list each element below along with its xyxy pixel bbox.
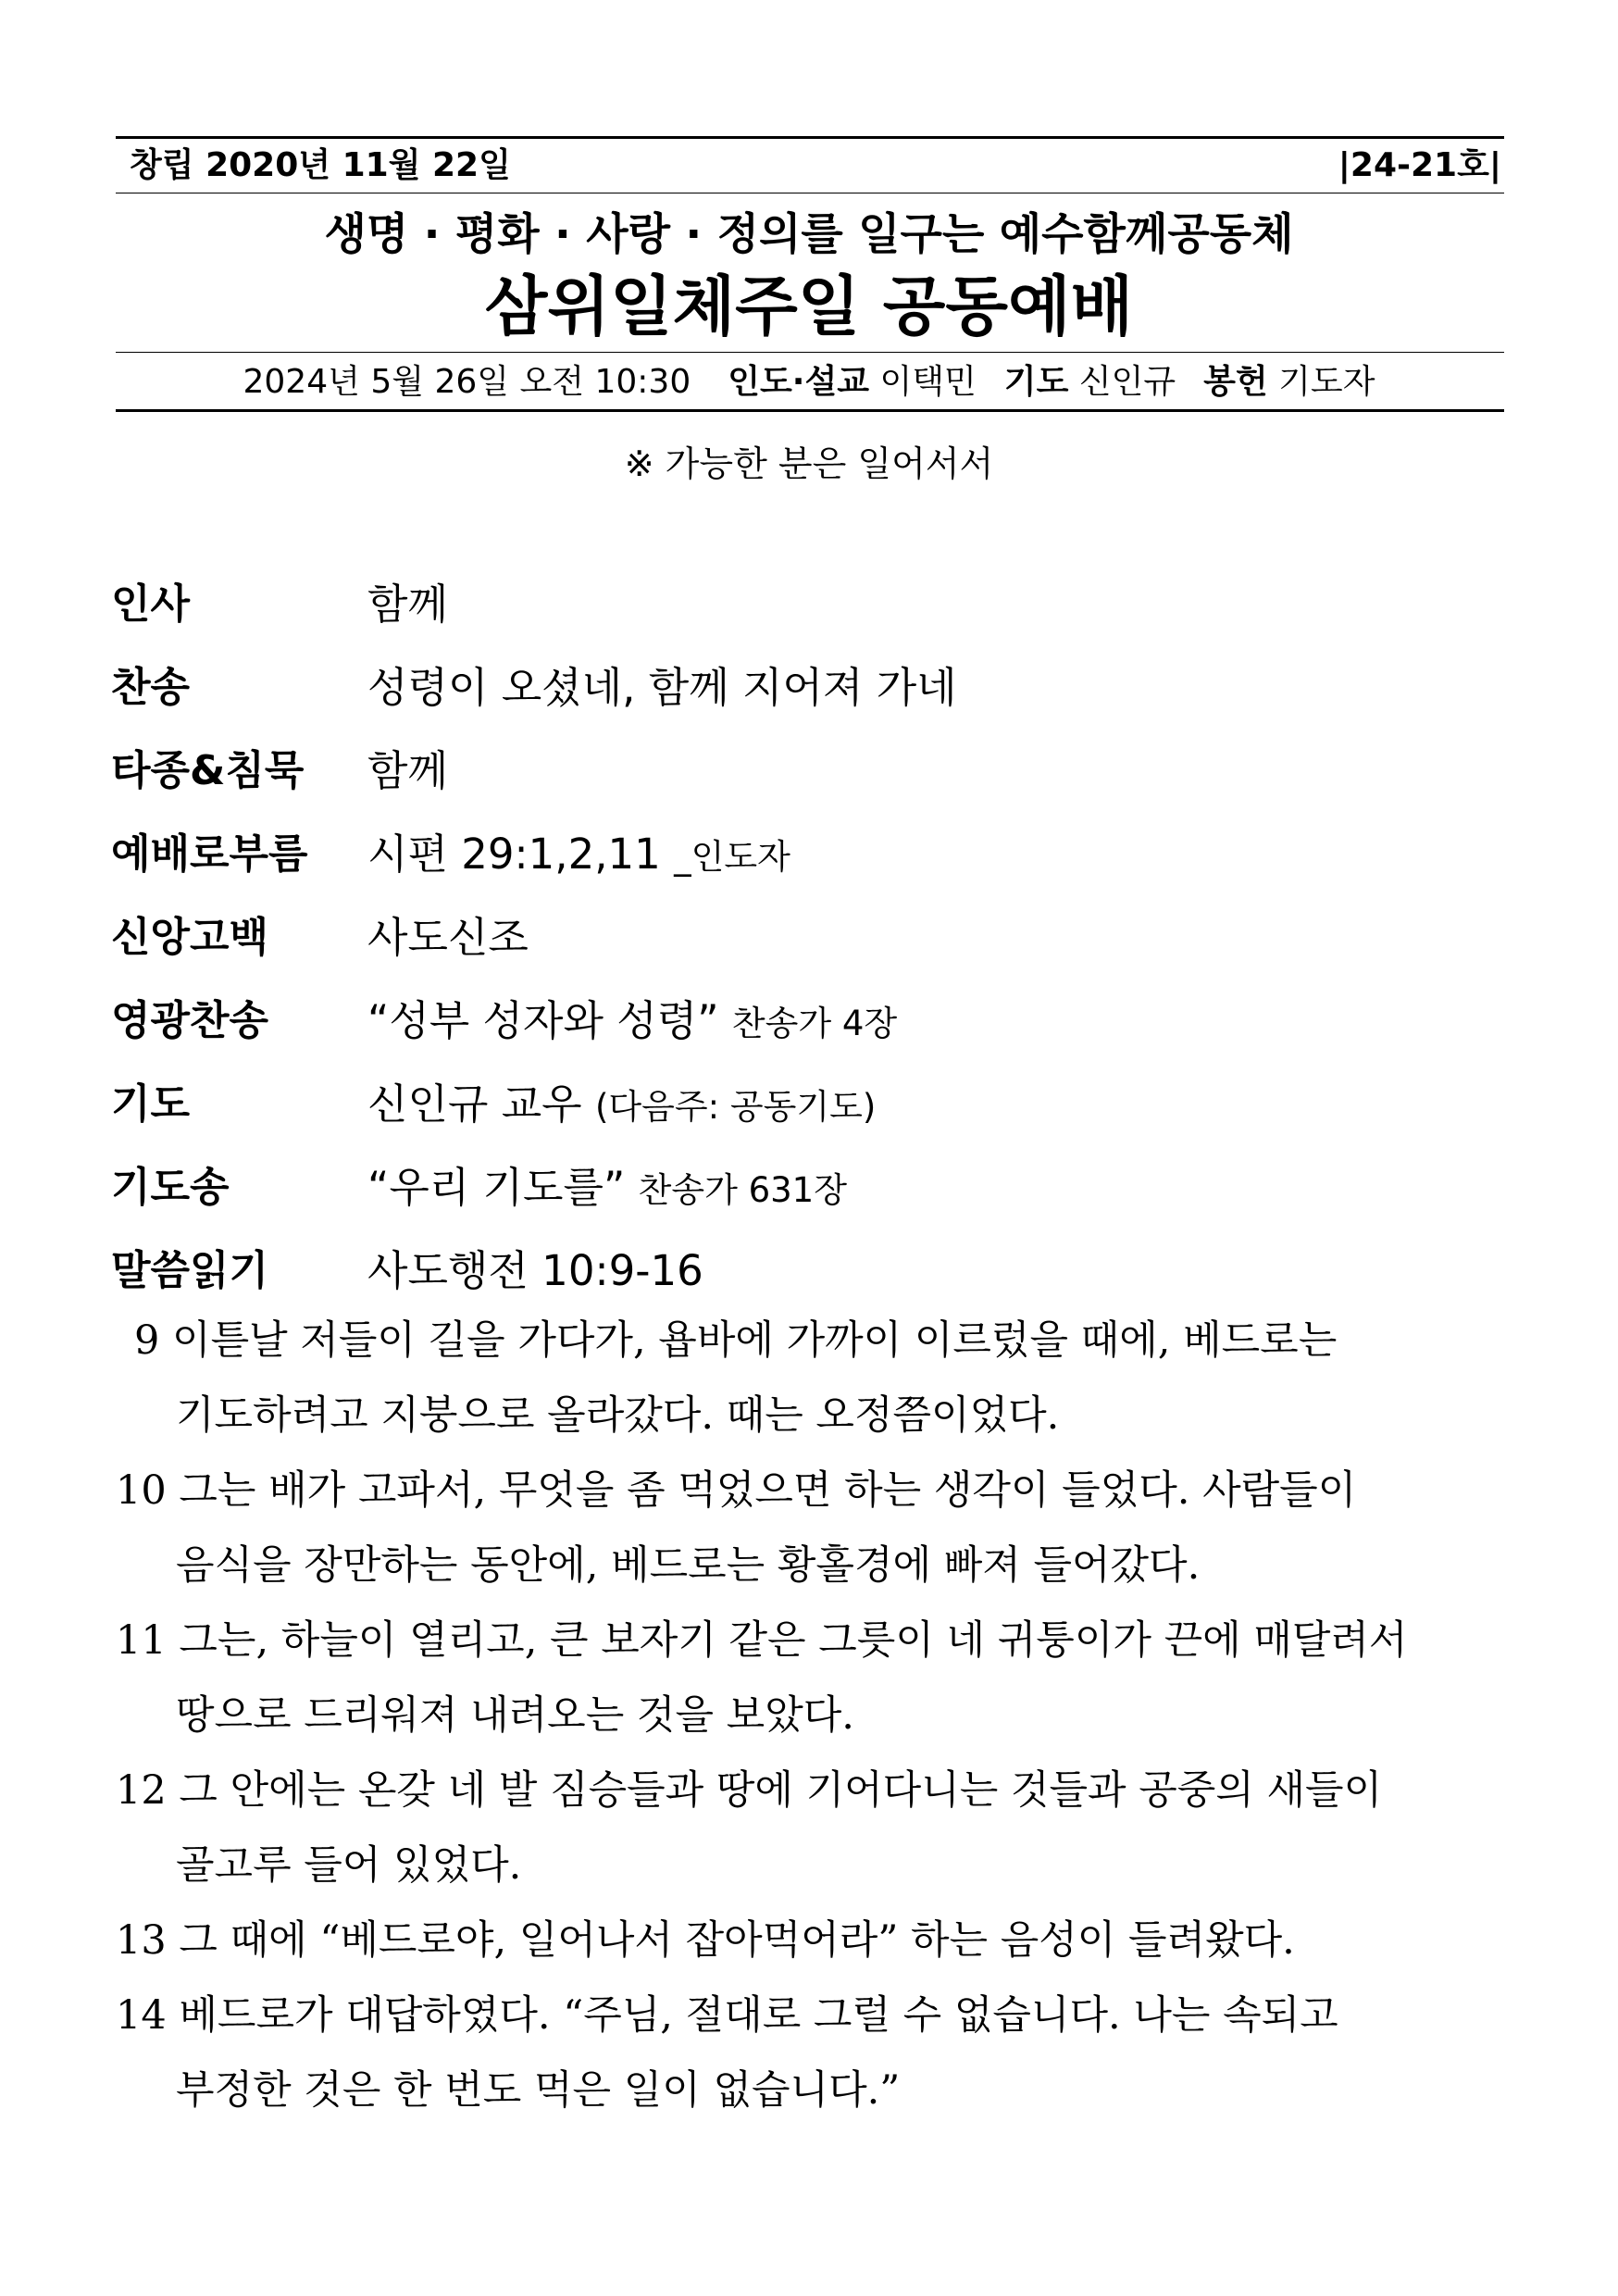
- order-item: [111, 731, 1518, 815]
- verse-line: 14 베드로가 대답하였다. “주님, 절대로 그럴 수 없습니다. 나는 속되고: [116, 1992, 1338, 2039]
- verse-line: 10 그는 배가 고파서, 무엇을 좀 먹었으면 하는 생각이 들었다. 사람들이: [116, 1467, 1357, 1514]
- verse-line: 13 그 때에 “베드로야, 일어나서 잡아먹어라” 하는 음성이 들려왔다.: [116, 1917, 1295, 1964]
- prayer-name: 신인규: [1078, 363, 1176, 401]
- offering-name: 기도자: [1278, 363, 1375, 401]
- verse-line: 부정한 것은 한 번도 먹은 일이 없습니다.”: [176, 2067, 901, 2114]
- order-item: [111, 1065, 1518, 1148]
- scripture-verse: [116, 1978, 1513, 2128]
- order-label: 신앙고백: [111, 914, 269, 961]
- order-label: 타종&침묵: [111, 747, 305, 794]
- service-info-line: [0, 359, 1618, 406]
- order-content: 시편 29:1,2,11 _인도자: [367, 830, 790, 879]
- header-bottom-rule: [116, 409, 1504, 412]
- order-label: 영광찬송: [111, 997, 269, 1044]
- order-item: [111, 565, 1518, 648]
- leader-name: 이택민: [879, 363, 977, 401]
- order-label: 말씀읽기: [111, 1247, 269, 1294]
- order-content: “우리 기도를” 찬송가 631장: [367, 1163, 847, 1212]
- order-item: [111, 898, 1518, 981]
- scripture-verse: [116, 1753, 1513, 1903]
- order-label: 예배로부름: [111, 830, 308, 878]
- order-item: [111, 815, 1518, 898]
- scripture-verse: [116, 1304, 1513, 1454]
- order-item: [111, 1148, 1518, 1231]
- issue-number: |24-21호|: [1338, 146, 1501, 184]
- order-content: 성령이 오셨네, 함께 지어져 가네: [367, 663, 957, 712]
- order-content: 사도신조: [367, 913, 529, 962]
- prayer-label: 기도: [1003, 363, 1069, 401]
- order-label: 인사: [111, 580, 191, 628]
- header-top-rule: [116, 136, 1504, 139]
- verse-line: 11 그는, 하늘이 열리고, 큰 보자기 같은 그릇이 네 귀퉁이가 끈에 매달려서: [116, 1617, 1408, 1664]
- order-of-service: [111, 565, 1518, 1315]
- order-item: [111, 1231, 1518, 1315]
- order-label: 기도: [111, 1080, 191, 1128]
- order-content: 함께: [367, 580, 448, 629]
- scripture-passage: [116, 1304, 1513, 2128]
- header-rule-2: [116, 352, 1504, 353]
- order-item: [111, 648, 1518, 731]
- service-datetime: 2024년 5월 26일 오전 10:30: [243, 363, 691, 401]
- order-content: 신인규 교우 (다음주: 공동기도): [367, 1079, 877, 1129]
- order-label: 찬송: [111, 664, 191, 711]
- founded-date: 창립 2020년 11월 22일: [130, 146, 511, 184]
- verse-line: 기도하려고 지붕으로 올라갔다. 때는 오정쯤이었다.: [176, 1392, 1060, 1439]
- community-motto: 생명 · 평화 · 사랑 · 정의를 일구는 예수함께공동체: [324, 209, 1294, 260]
- scripture-verse: [116, 1454, 1513, 1603]
- verse-line: 음식을 장만하는 동안에, 베드로는 황홀경에 빠져 들어갔다.: [176, 1542, 1201, 1589]
- order-content: 사도행전 10:9-16: [367, 1246, 703, 1295]
- leader-label: 인도·설교: [728, 363, 870, 401]
- order-item: [111, 981, 1518, 1065]
- offering-label: 봉헌: [1203, 363, 1268, 401]
- verse-line: 9 이튿날 저들이 길을 가다가, 욥바에 가까이 이르렀을 때에, 베드로는: [134, 1317, 1338, 1364]
- order-content: “성부 성자와 성령” 찬송가 4장: [367, 996, 898, 1045]
- order-content: 함께: [367, 746, 448, 795]
- verse-line: 12 그 안에는 온갖 네 발 짐승들과 땅에 기어다니는 것들과 공중의 새들이: [116, 1767, 1383, 1814]
- standing-note: ※ 가능한 분은 일어서서: [624, 443, 994, 484]
- order-label: 기도송: [111, 1164, 230, 1211]
- service-title: 삼위일체주일 공동예배: [484, 268, 1134, 344]
- scripture-verse: [116, 1903, 1513, 1978]
- verse-line: 골고루 들어 있었다.: [176, 1842, 522, 1889]
- scripture-verse: [116, 1603, 1513, 1753]
- verse-line: 땅으로 드리워져 내려오는 것을 보았다.: [176, 1692, 854, 1739]
